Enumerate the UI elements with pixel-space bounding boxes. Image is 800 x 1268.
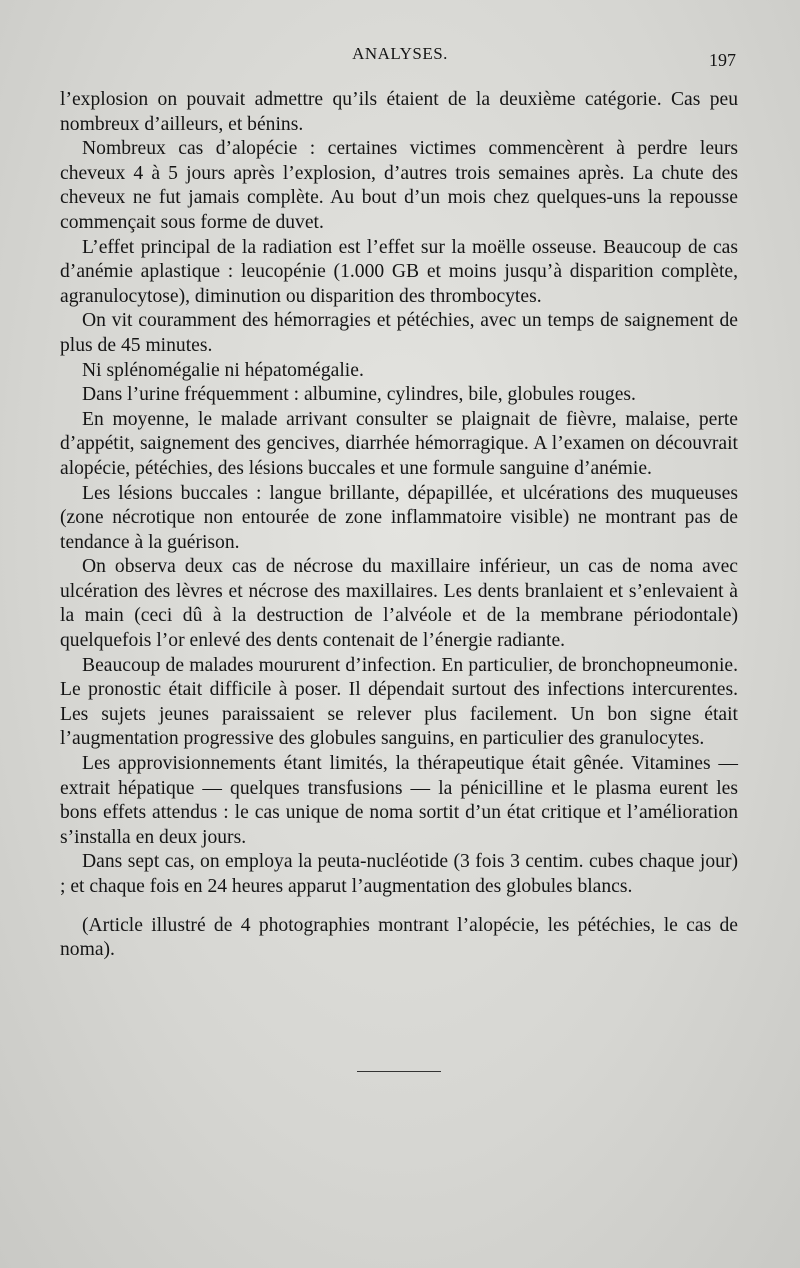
page-number: 197: [709, 50, 736, 70]
paragraph-bone-marrow: L’effet principal de la radiation est l’effet sur la moëlle osseuse. Beaucoup de cas d’anémie aplastique : leucopénie (1.000 GB et moins jusqu’à disparition complète, agranulocytose), diminution ou disparition des thrombocytes.: [60, 236, 738, 307]
paragraph-oral-lesions: Les lésions buccales : langue brillante, dépapillée, et ulcérations des muqueuses (zone nécrotique non entourée de zone inflammatoire visible) ne montrant pas de tendance à la guérison.: [60, 482, 738, 553]
paragraph-therapy: Les approvisionnements étant limités, la thérapeutique était gênée. Vitamines — extrait hépatique — quelques transfusions — la pénicilline et le plasma eurent les bons effets attendus : le cas unique de noma sortit d’un état critique et l’amélioration s’installa en deux jours.: [60, 753, 738, 848]
paragraph-symptoms: En moyenne, le malade arrivant consulter se plaignait de fièvre, malaise, perte d’appétit, saignement des gencives, diarrhée hémorragique. A l’examen on découvrait alopécie, pétéchies, des lésions buccales et une formule sanguine d’anémie.: [60, 408, 738, 479]
end-rule: [357, 1071, 441, 1072]
paragraph-necrosis: On observa deux cas de nécrose du maxillaire inférieur, un cas de noma avec ulcération des lèvres et nécrose des maxillaires. Les dents branlaient et s’enlevaient à la main (ceci dû à la destruction de l’alvéole et de la membrane périodontale) quelquefois l’or enlevé des dents contenait de l’énergie radiante.: [60, 556, 738, 652]
paragraph-continuation: l’explosion on pouvait admettre qu’ils étaient de la deuxième catégorie. Cas peu nombreux d’ailleurs, et bénins.: [60, 89, 738, 135]
paragraph-spleen-liver: Ni splénomégalie ni hépatomégalie.: [82, 359, 364, 381]
paragraph-urine: Dans l’urine fréquemment : albumine, cylindres, bile, globules rouges.: [82, 384, 636, 406]
paragraph-nucleotide: Dans sept cas, on employa la peuta-nucléotide (3 fois 3 centim. cubes chaque jour) ; et chaque fois en 24 heures apparut l’augmentation des globules blancs.: [60, 851, 738, 897]
paragraph-alopecia: Nombreux cas d’alopécie : certaines victimes commencèrent à perdre leurs cheveux 4 à 5 jours après l’explosion, d’autres trois semaines après. La chute des cheveux ne fut jamais complète. Au bout d’un mois chez quelques-uns la repousse commençait sous forme de duvet.: [60, 138, 738, 233]
running-title: ANALYSES.: [352, 44, 448, 63]
body-text: [60, 88, 738, 963]
article-note: (Article illustré de 4 photographies montrant l’alopécie, les pétéchies, le cas de noma).: [60, 914, 738, 961]
paragraph-infection: Beaucoup de malades moururent d’infection. En particulier, de bronchopneumonie. Le pronostic était difficile à poser. Il dépendait surtout des infections intercurentes. Les sujets jeunes paraissaient se relever plus facilement. Un bon signe était l’augmentation progressive des globules sanguins, en particulier des granulocytes.: [60, 654, 738, 750]
running-head: [60, 44, 740, 74]
paragraph-hemorrhages: On vit couramment des hémorragies et pétéchies, avec un temps de saignement de plus de 45 minutes.: [60, 310, 738, 356]
